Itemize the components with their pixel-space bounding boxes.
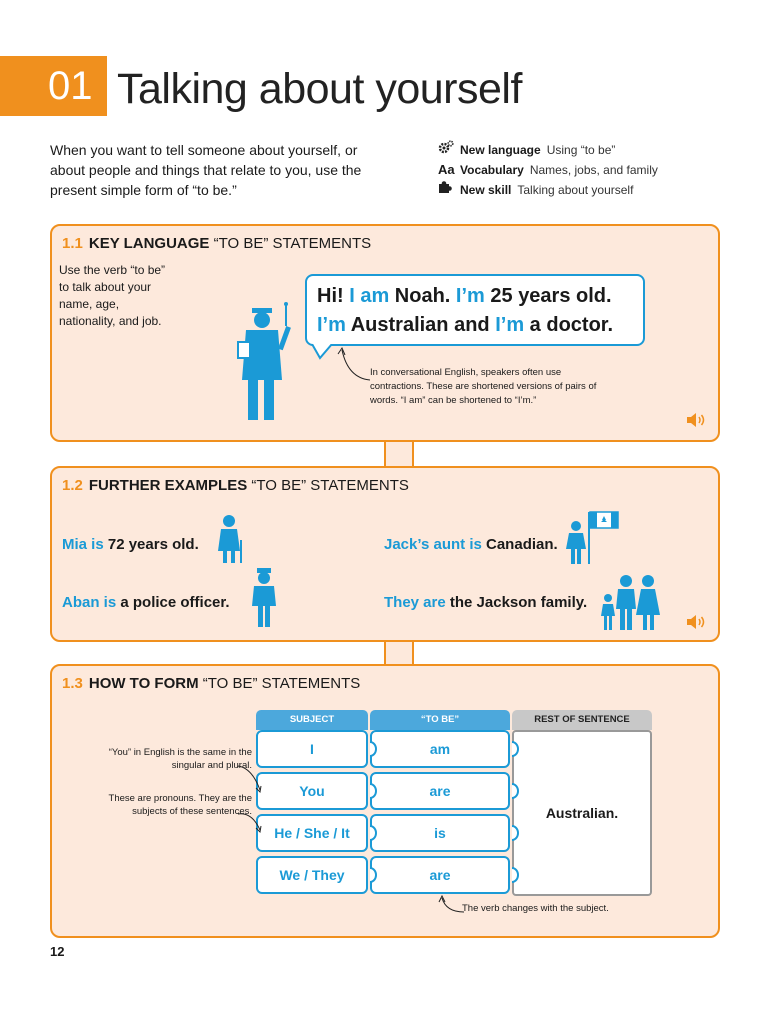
speech-text: 25 years old. <box>484 285 612 307</box>
meta-new-skill <box>438 180 658 200</box>
subject-cell: I <box>256 730 368 768</box>
puzzle-tabs <box>362 730 382 900</box>
page-title: Talking about yourself <box>117 65 522 113</box>
header-to-be: “TO BE” <box>370 710 510 730</box>
verb-cell: am <box>370 730 510 768</box>
panel-number: 1.1 <box>62 235 83 252</box>
note-verb: The verb changes with the subject. <box>462 903 609 914</box>
speech-text: Noah. <box>389 285 456 307</box>
family-icon <box>600 574 664 632</box>
doctor-icon <box>234 298 294 422</box>
panel-further-examples <box>50 466 720 642</box>
speech-highlight: I’m <box>455 285 485 307</box>
unit-number-badge: 01 <box>0 56 107 116</box>
panel-title-bold: KEY LANGUAGE <box>88 235 210 252</box>
example-jackson-family: They are the Jackson family. <box>384 594 588 611</box>
meta-value: Using “to be” <box>546 143 616 157</box>
subject-cell: We / They <box>256 856 368 894</box>
woman-with-canadian-flag-icon <box>566 510 622 566</box>
panel-title <box>62 234 371 254</box>
intro-text: When you want to tell someone about yourself, or about people and things that relate to you, use the present simple form of “to be.” <box>50 142 362 198</box>
panel-how-to-form <box>50 664 720 938</box>
meta-value: Names, jobs, and family <box>529 163 658 177</box>
panel-title <box>62 674 360 694</box>
panel-description: Use the verb “to be” to talk about your name, age, nationality, and job. <box>59 263 166 328</box>
panel-number: 1.3 <box>62 675 83 692</box>
verb-cell: are <box>370 856 510 894</box>
panel-title-rest: “TO BE” STATEMENTS <box>251 477 409 494</box>
page-number: 12 <box>50 944 65 959</box>
meta-value: Talking about yourself <box>517 183 634 197</box>
panel-title-bold: HOW TO FORM <box>88 675 199 692</box>
police-officer-icon <box>250 566 280 628</box>
puzzle-tabs <box>504 730 524 900</box>
speech-text: Australian and <box>345 314 496 336</box>
verb-cell: is <box>370 814 510 852</box>
contraction-note: In conversational English, speakers often use contractions. These are shortened versions of pairs of words. “I am” can be shortened to “I’m.” <box>370 367 597 406</box>
puzzle-icon <box>438 180 460 200</box>
speech-text: Hi! <box>317 285 350 307</box>
panel-key-language <box>50 224 720 442</box>
meta-key: New language <box>460 143 541 157</box>
subject-cell: He / She / It <box>256 814 368 852</box>
speech-bubble <box>305 274 645 346</box>
speech-highlight: I’m <box>317 314 346 336</box>
audio-speaker-icon[interactable] <box>686 614 706 633</box>
subject-cell: You <box>256 772 368 810</box>
example-mia: Mia is 72 years old. <box>62 536 199 553</box>
elderly-woman-icon <box>216 514 246 564</box>
note-pronouns: These are pronouns. They are the subjects of these sentences. <box>108 793 252 817</box>
header-rest-of-sentence: REST OF SENTENCE <box>512 710 652 730</box>
speech-highlight: I am <box>349 285 390 307</box>
note-you: “You” in English is the same in the singular and plural. <box>108 747 252 771</box>
speech-highlight: I’m <box>495 314 525 336</box>
meta-key: New skill <box>460 183 512 197</box>
example-jacks-aunt: Jack’s aunt is Canadian. <box>384 536 558 553</box>
meta-key: Vocabulary <box>460 163 524 177</box>
unit-meta <box>438 140 658 200</box>
note-arrows <box>232 762 272 842</box>
panel-connector <box>384 642 414 666</box>
example-aban: Aban is a police officer. <box>62 594 230 611</box>
verb-cell: are <box>370 772 510 810</box>
header-subject: SUBJECT <box>256 710 368 730</box>
panel-number: 1.2 <box>62 477 83 494</box>
aa-vocabulary-icon: Aa <box>438 162 455 177</box>
meta-new-language <box>438 140 658 160</box>
meta-vocabulary <box>438 160 658 180</box>
panel-title-rest: “TO BE” STATEMENTS <box>202 675 361 692</box>
panel-connector <box>384 442 414 466</box>
panel-title <box>62 476 409 496</box>
panel-title-rest: “TO BE” STATEMENTS <box>213 235 372 252</box>
speech-text: a doctor. <box>524 314 614 336</box>
gear-icon <box>438 140 460 160</box>
panel-title-bold: FURTHER EXAMPLES <box>88 477 248 494</box>
audio-speaker-icon[interactable] <box>686 412 706 431</box>
rest-of-sentence-cell: Australian. <box>512 730 652 896</box>
